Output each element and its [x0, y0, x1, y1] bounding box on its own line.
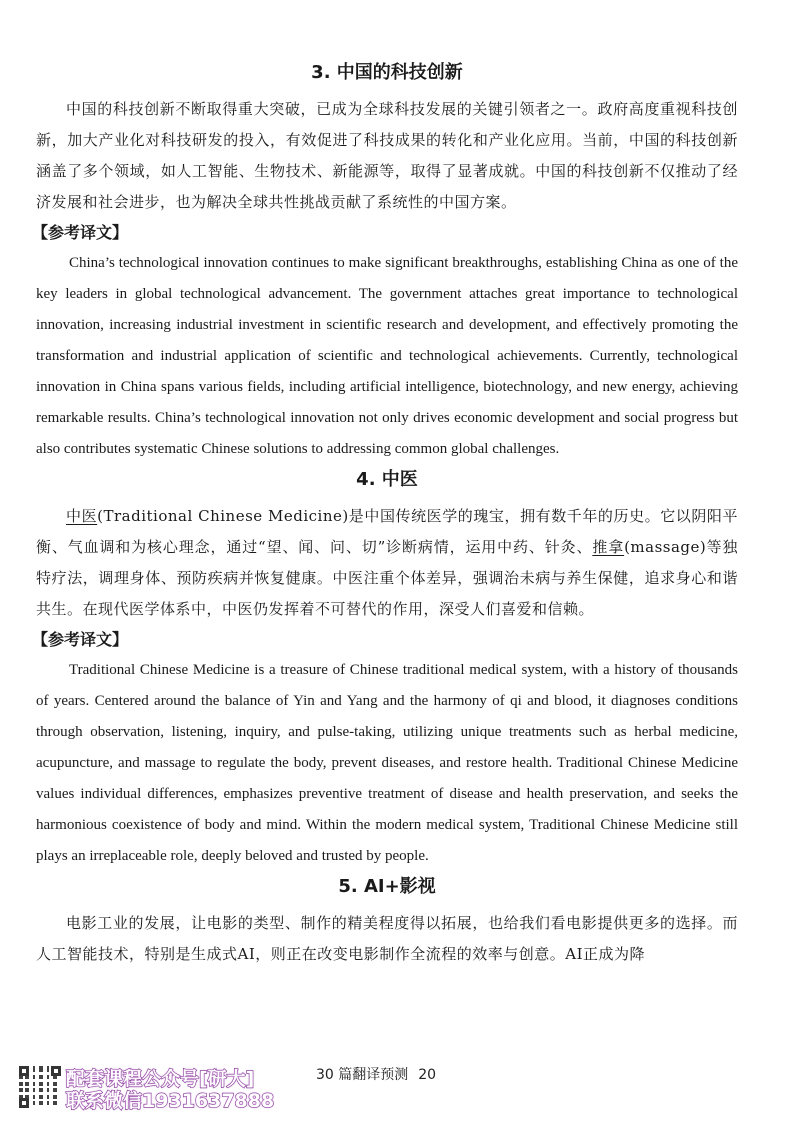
section-4-reference-label: 【参考译文】	[32, 630, 129, 649]
page-number: 20	[418, 1067, 437, 1083]
section-5-chinese-text: 电影工业的发展，让电影的类型、制作的精美程度得以拓展，也给我们看电影提供更多的选择。而人工智能技术，特别是生成式AI，则正在改变电影制作全流程的效率与创意。AI正成为降	[36, 914, 738, 963]
qr-code-icon	[19, 1066, 61, 1108]
section-4-chinese-text	[36, 501, 738, 625]
section-4-text-part2: (massage)等独特疗法，调理身体、预防疾病并恢复健康。中医注重个体差异，强调治未病与养生保健，追求身心和谐共生。在现代医学体系中，中医仍发挥着不可替代的作用，深受人们喜爱和信赖。	[36, 538, 738, 618]
section-5-title: 5. AI+影视	[338, 876, 436, 897]
section-3-english-translation: China’s technological innovation continues to make significant breakthroughs, establishing China as one of the key leaders in global technological advancement. The government attaches great importance to technological innovation, increasing industrial investment in scientific research and development, and effectively promoting the transformation and industrial application of scientific and technological achievements. Currently, technological innovation in China spans various fields, including artificial intelligence, biotechnology, and new energy, achieving remarkable results. China’s technological innovation not only drives economic development and social progress but also contributes systematic Chinese solutions to addressing common global challenges.	[36, 255, 738, 457]
page-footer	[0, 1058, 800, 1112]
promo-watermark-line1: 配套课程公众号[研大]	[66, 1068, 255, 1090]
page-footer-label	[316, 1064, 436, 1084]
book-title: 30 篇翻译预测	[316, 1067, 409, 1083]
page-content	[32, 60, 738, 970]
section-4-text-part1: (Traditional Chinese Medicine)是中国传统医学的瑰宝，拥有数千年的历史。它以阴阳平衡、气血调和为核心理念，通过“望、闻、问、切”诊断病情，运用中药、针灸、	[36, 507, 738, 556]
section-4-title: 4. 中医	[356, 469, 418, 490]
section-3-chinese-text: 中国的科技创新不断取得重大突破，已成为全球科技发展的关键引领者之一。政府高度重视科技创新，加大产业化对科技研发的投入，有效促进了科技成果的转化和产业化应用。当前，中国的科技创新涵盖了多个领域，如人工智能、生物技术、新能源等，取得了显著成就。中国的科技创新不仅推动了经济发展和社会进步，也为解决全球共性挑战贡献了系统性的中国方案。	[36, 100, 738, 211]
section-3-title: 3. 中国的科技创新	[311, 62, 463, 83]
term-tuina: 推拿	[592, 538, 625, 556]
term-zhongyi: 中医	[66, 507, 98, 525]
promo-watermark-line2: 联系微信1931637888	[66, 1090, 275, 1112]
section-3-reference-label: 【参考译文】	[32, 223, 129, 242]
section-4-english-translation: Traditional Chinese Medicine is a treasure of Chinese traditional medical system, with a history of thousands of years. Centered around the balance of Yin and Yang and the harmony of qi and blood, it diagnoses conditions through observation, listening, inquiry, and pulse-taking, utilizing unique treatments such as herbal medicine, acupuncture, and massage to regulate the body, prevent diseases, and restore health. Traditional Chinese Medicine values individual differences, emphasizes preventive treatment of disease and health preservation, and seeks the harmonious coexistence of body and mind. Within the modern medical system, Traditional Chinese Medicine still plays an irreplaceable role, deeply beloved and trusted by people.	[36, 662, 738, 864]
